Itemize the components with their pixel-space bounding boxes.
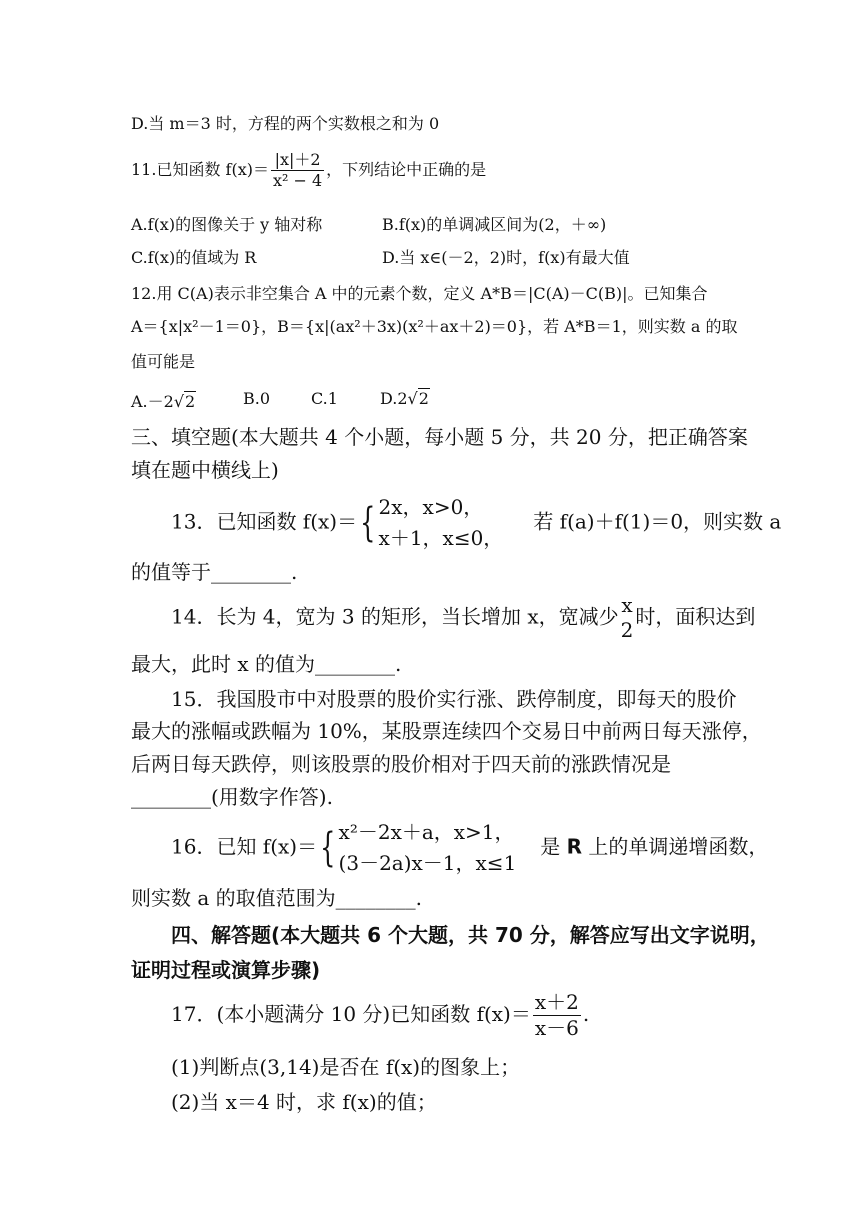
q13-suffix: 若 f(a)＋f(1)＝0，则实数 a [533, 509, 782, 534]
q17-period: . [582, 1002, 590, 1026]
q14-suffix: 时，面积达到 [635, 604, 756, 629]
q12-option-b: B.0 [243, 389, 271, 408]
q15-line-3: 后两日每天跌停，则该股票的股价相对于四天前的涨跌情况是 [131, 752, 671, 776]
question-17 [171, 990, 589, 1041]
q11-fraction [271, 150, 324, 191]
q12-option-c: C.1 [311, 389, 338, 408]
q14-fraction [619, 593, 636, 643]
q14-numerator: x [621, 593, 633, 617]
q12-option-a: A.－2√2 [131, 392, 196, 411]
q11-option-a: A.f(x)的图像关于 y 轴对称 [131, 215, 323, 234]
q12-line-1: 12.用 C(A)表示非空集合 A 中的元素个数，定义 A*B＝|C(A)－C(B)|。已知集合 [131, 284, 708, 303]
question-14 [171, 593, 755, 643]
q16-prefix: 16．已知 f(x)＝ [171, 834, 318, 859]
q17-part-1: (1)判断点(3,14)是否在 f(x)的图象上； [171, 1055, 521, 1079]
q12-option-d: D.2√2 [380, 389, 429, 408]
section-3-heading-line-1: 三、填空题(本大题共 4 个小题，每小题 5 分，共 20 分，把正确答案 [131, 425, 748, 449]
q16-suffix-pre: 是 [540, 834, 561, 859]
q13-prefix: 13．已知函数 f(x)＝ [171, 509, 358, 534]
q13-case-2: x＋1，x≤0， [378, 526, 504, 550]
q12-line-2: A＝{x|x²－1＝0}，B＝{x|(ax²＋3x)(x²＋ax＋2)＝0}，若 A*B＝1，则实数 a 的取 [131, 317, 738, 336]
q11-option-c: C.f(x)的值域为 R [131, 248, 257, 267]
q12-option-a-label: A.－2 [131, 392, 174, 411]
section-4-heading-line-1: 四、解答题(本大题共 6 个大题，共 70 分，解答应写出文字说明， [171, 923, 770, 947]
q11-option-b: B.f(x)的单调减区间为(2，＋∞) [382, 215, 607, 234]
q13-line-2: 的值等于________. [131, 560, 298, 584]
q17-prefix: 17．(本小题满分 10 分)已知函数 f(x)＝ [171, 1002, 531, 1026]
q15-line-1: 15．我国股市中对股票的股价实行涨、跌停制度，即每天的股价 [171, 687, 737, 711]
q16-case-1: x²－2x＋a，x>1， [338, 820, 515, 844]
section-4-heading-line-2: 证明过程或演算步骤) [131, 958, 321, 982]
q12-line-3: 值可能是 [131, 352, 196, 371]
q16-line-2: 则实数 a 的取值范围为________. [131, 886, 422, 910]
q14-line-2: 最大，此时 x 的值为________. [131, 652, 402, 676]
q11-stem-suffix: ，下列结论中正确的是 [326, 160, 487, 179]
q15-line-2: 最大的涨幅或跌幅为 10%，某股票连续四个交易日中前两日每天涨停， [131, 719, 762, 743]
q16-real-set-symbol: R [566, 834, 583, 859]
q12-option-d-radicand: 2 [418, 389, 429, 408]
q13-case-1: 2x，x>0， [378, 495, 484, 519]
q16-suffix-rest: 上的单调递增函数， [588, 834, 769, 859]
question-16 [171, 817, 768, 879]
question-11-stem [131, 150, 486, 191]
q16-case-2: (3－2a)x－1，x≤1 [338, 851, 517, 875]
q17-part-2: (2)当 x＝4 时，求 f(x)的值； [171, 1090, 437, 1114]
q11-option-d: D.当 x∈(－2，2)时，f(x)有最大值 [382, 248, 630, 267]
q12-option-a-radicand: 2 [185, 392, 196, 411]
q15-line-4: ________(用数字作答). [131, 785, 333, 809]
q16-brace: { [320, 825, 336, 871]
option-d-previous-question: D.当 m＝3 时，方程的两个实数根之和为 0 [131, 114, 440, 133]
q13-brace: { [360, 500, 376, 546]
q11-numerator: |x|＋2 [271, 150, 324, 171]
question-13 [171, 492, 781, 554]
q14-denominator: 2 [620, 618, 634, 642]
q11-denominator: x² − 4 [272, 171, 323, 190]
q14-prefix: 14．长为 4，宽为 3 的矩形，当长增加 x，宽减少 [171, 604, 619, 629]
q16-piecewise [339, 817, 517, 879]
q17-fraction [533, 990, 581, 1041]
q11-stem-prefix: 11.已知函数 f(x)＝ [131, 160, 269, 179]
q12-option-d-label: D.2 [380, 389, 408, 408]
q17-denominator: x－6 [534, 1016, 579, 1040]
q17-numerator: x＋2 [534, 990, 579, 1014]
section-3-heading-line-2: 填在题中横线上) [131, 458, 279, 482]
q13-piecewise [379, 492, 504, 554]
